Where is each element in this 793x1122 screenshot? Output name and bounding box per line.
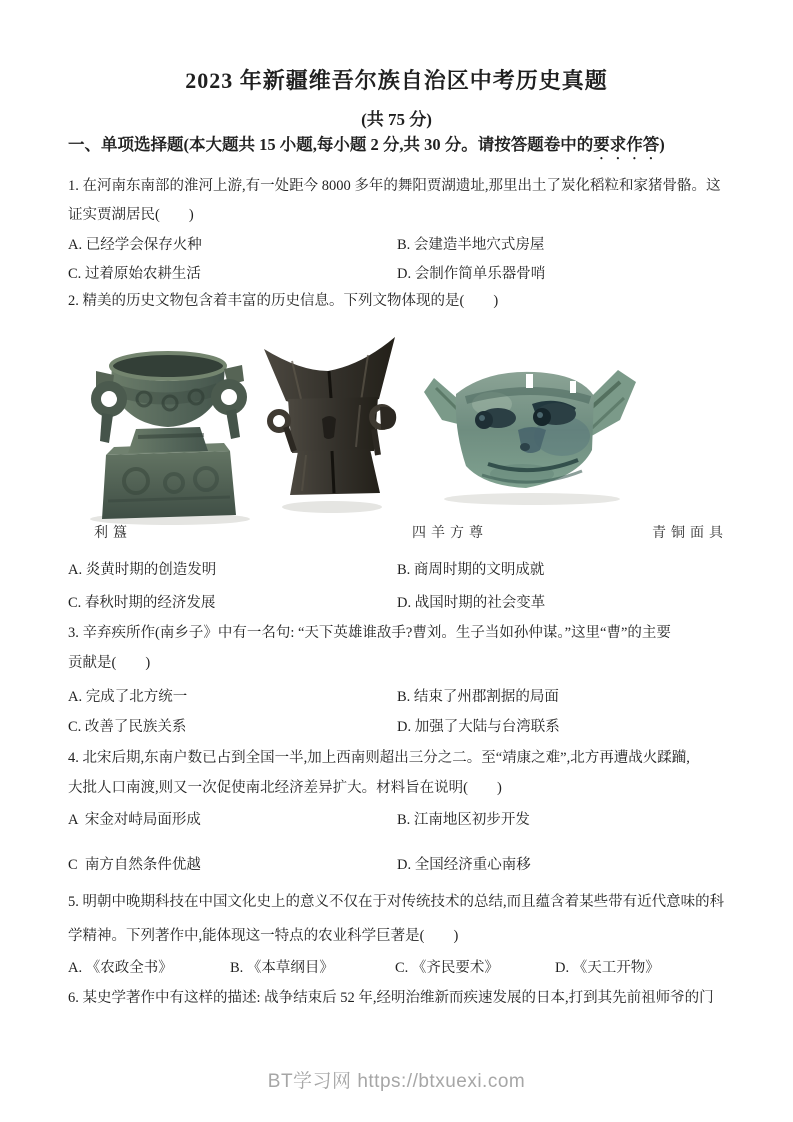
question-2-options-cd — [68, 591, 748, 613]
question-5-line-2: 学精神。下列著作中,能体现这一特点的农业科学巨著是( ) — [68, 928, 459, 944]
question-1-options-ab — [68, 233, 748, 255]
question-1-options-cd — [68, 262, 748, 284]
q5-option-c: C. 《齐民要术》 — [395, 960, 499, 976]
four-goat-zun-artifact-image — [262, 335, 398, 515]
watermark-site-link: BT学习网 https://btxuexi.com — [267, 1071, 526, 1092]
question-3-options-cd — [68, 715, 748, 737]
q1-option-b: B. 会建造半地穴式房屋 — [397, 237, 545, 253]
q2-option-c: C. 春秋时期的经济发展 — [68, 595, 216, 611]
section-heading — [68, 131, 665, 163]
question-3-options-ab — [68, 685, 748, 707]
section-heading-text: 一、单项选择题(本大题共 15 小题,每小题 2 分,共 30 分。请按答题卷中的 — [68, 135, 594, 154]
question-5-line-1: 5. 明朝中晚期科技在中国文化史上的意义不仅在于对传统技术的总结,而且蕴含着某些带有近代意味的科 — [68, 894, 725, 910]
question-2-options-ab — [68, 558, 748, 580]
q5-option-a: A. 《农政全书》 — [68, 960, 173, 976]
total-score: (共 75 分) — [361, 110, 432, 129]
page-title: 2023 年新疆维吾尔族自治区中考历史真题 — [185, 68, 608, 93]
question-4-line-1: 4. 北宋后期,东南户数已占到全国一半,加上西南则超出三分之二。至“靖康之难”,北方再遭战火蹂躏, — [68, 750, 690, 766]
question-4-options-ab — [68, 808, 748, 830]
bronze-mask-artifact-image — [420, 354, 646, 506]
q3-option-a: A. 完成了北方统一 — [68, 689, 188, 705]
li-gui-artifact-image — [78, 333, 260, 527]
q4-option-d: D. 全国经济重心南移 — [397, 857, 531, 873]
q2-option-d: D. 战国时期的社会变革 — [397, 595, 546, 611]
q3-option-c: C. 改善了民族关系 — [68, 719, 187, 735]
question-4-line-2: 大批人口南渡,则又一次促使南北经济差异扩大。材料旨在说明( ) — [68, 780, 502, 796]
q5-option-b: B. 《本草纲目》 — [230, 960, 334, 976]
question-3-line-2: 贡献是( ) — [68, 655, 151, 671]
q1-option-c: C. 过着原始农耕生活 — [68, 266, 201, 282]
q3-option-d: D. 加强了大陆与台湾联系 — [397, 719, 560, 735]
q2-option-b: B. 商周时期的文明成就 — [397, 562, 545, 578]
artifact-caption-li-gui: 利簋 — [94, 526, 132, 541]
section-heading-emphasis: 要求作答 — [593, 135, 660, 154]
question-3-line-1: 3. 辛弃疾所作(南乡子》中有一名句: “天下英雄谁敌手?曹刘。生子当如孙仲谋。”这里“曹”的主要 — [68, 625, 671, 641]
q4-option-a: A 宋金对峙局面形成 — [68, 812, 201, 828]
artifact-caption-bronze-mask: 青铜面具 — [652, 526, 728, 541]
q5-option-d: D. 《天工开物》 — [555, 960, 660, 976]
q1-option-a: A. 已经学会保存火种 — [68, 237, 202, 253]
section-heading-close: ) — [659, 135, 665, 154]
q2-option-a: A. 炎黄时期的创造发明 — [68, 562, 217, 578]
q3-option-b: B. 结束了州郡割据的局面 — [397, 689, 559, 705]
q1-option-d: D. 会制作简单乐器骨哨 — [397, 266, 546, 282]
question-5-options — [68, 956, 748, 978]
artifact-caption-si-yang-fang-zun: 四羊方尊 — [412, 526, 488, 541]
q4-option-c: C 南方自然条件优越 — [68, 857, 201, 873]
question-1-line-2: 证实贾湖居民( ) — [68, 207, 194, 223]
q4-option-b: B. 江南地区初步开发 — [397, 812, 530, 828]
question-4-options-cd — [68, 853, 748, 875]
question-1-line-1: 1. 在河南东南部的淮河上游,有一处距今 8000 多年的舞阳贾湖遗址,那里出土了炭化稻粒和家猪骨骼。这 — [68, 178, 721, 194]
question-2-line-1: 2. 精美的历史文物包含着丰富的历史信息。下列文物体现的是( ) — [68, 293, 499, 309]
question-6-line-1: 6. 某史学著作中有这样的描述: 战争结束后 52 年,经明治维新而疾速发展的日本,打到其先前祖师爷的门 — [68, 990, 714, 1006]
